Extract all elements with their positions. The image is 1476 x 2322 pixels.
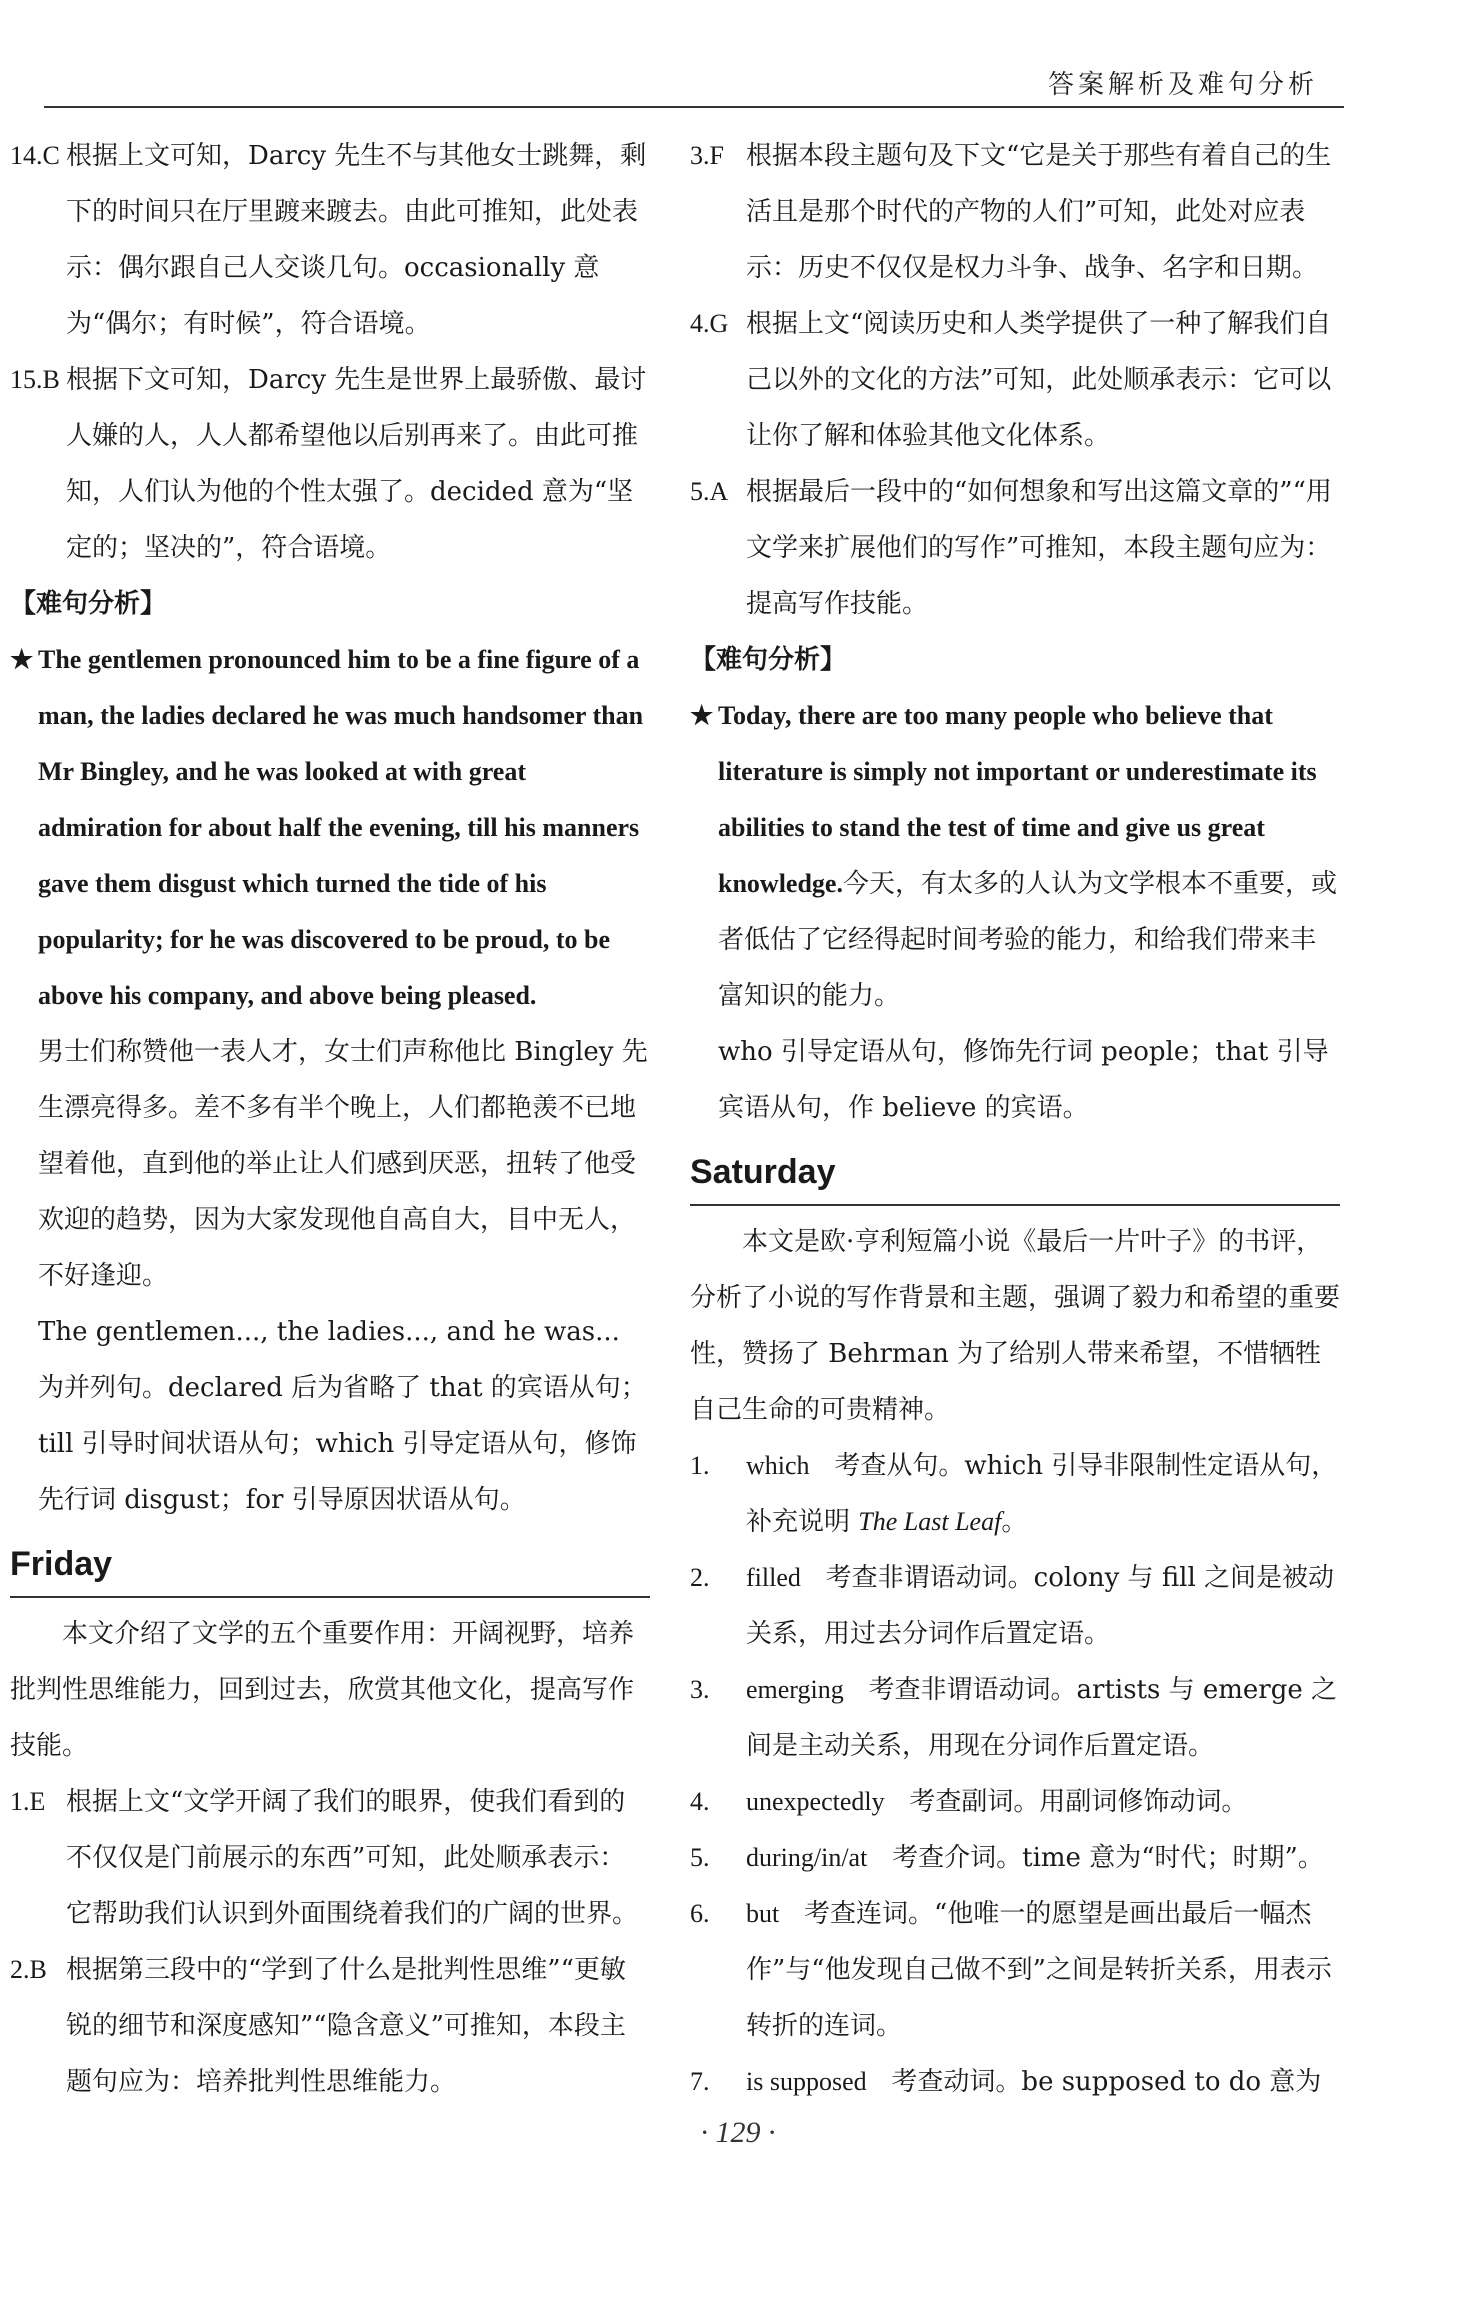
answer-explanation: 根据本段主题句及下文“它是关于那些有着自己的生活且是那个时代的产物的人们”可知，此处对应表示：历史不仅仅是权力斗争、战争、名字和日期。 [746,141,1332,283]
answer-number: 1.E [10,1787,46,1816]
running-header: 答案解析及难句分析 [1047,70,1318,100]
star-icon: ★ [10,645,34,675]
section-title-saturday: Saturday [690,1142,1340,1206]
sentence-analysis: who 引导定语从句，修饰先行词 people；that 引导宾语从句，作 believe 的宾语。 [718,1037,1329,1123]
answer-explanation: 根据上文可知，Darcy 先生不与其他女士跳舞，剩下的时间只在厅里踱来踱去。由此可推知，此处表示：偶尔跟自己人交谈几句。occasionally 意为“偶尔；有时候”，符合语境。 [66,141,647,339]
answer-word: which [746,1451,810,1480]
sentence-translation: 今天，有太多的人认为文学根本不重要，或者低估了它经得起时间考验的能力，和给我们带来丰富知识的能力。 [718,869,1337,1011]
answer-item-s5 [690,1830,1340,1886]
answer-explanation: 考查从句。which 引导非限制性定语从句，补充说明 [746,1451,1338,1537]
answer-number: 3.F [690,141,724,170]
answer-explanation: 考查连词。“他唯一的愿望是画出最后一幅杰作”与“他发现自己做不到”之间是转折关系，用表示转折的连词。 [746,1899,1332,2041]
answer-item-f3 [690,128,1340,296]
answer-explanation: 根据下文可知，Darcy 先生是世界上最骄傲、最讨人嫌的人，人人都希望他以后别再来了。由此可推知，人们认为他的个性太强了。decided 意为“坚定的；坚决的”，符合语境。 [66,365,647,563]
answer-number: 5.A [690,477,729,506]
difficult-sentence [690,688,1340,1136]
sentence-analysis: The gentlemen..., the ladies..., and he was... 为并列句。declared 后为省略了 that 的宾语从句；till 引导时间状语从句；which 引导定语从句，修饰先行词 disgust；for 引导原因状语从句。 [38,1317,647,1515]
sentence-block [718,688,1340,1024]
answer-explanation: 考查副词。用副词修饰动词。 [909,1787,1248,1817]
answer-explanation: 考查介词。time 意为“时代；时期”。 [892,1843,1324,1873]
answer-explanation: 考查动词。be supposed to do 意为 [891,2067,1322,2097]
left-column [10,128,650,2110]
difficult-sentence-heading: 【难句分析】 [10,589,167,619]
answer-explanation: 根据上文“文学开阔了我们的眼界，使我们看到的不仅仅是门前展示的东西”可知，此处顺承表示：它帮助我们认识到外面围绕着我们的广阔的世界。 [66,1787,639,1929]
answer-item-s3 [690,1662,1340,1774]
answer-item-f1 [10,1774,650,1942]
star-icon: ★ [690,701,714,731]
answer-number: 15.B [10,365,60,394]
answer-item-s6 [690,1886,1340,2054]
answer-word: filled [746,1563,801,1592]
sentence-translation: 男士们称赞他一表人才，女士们声称他比 Bingley 先生漂亮得多。差不多有半个晚上，人们都艳羡不已地望着他，直到他的举止让人们感到厌恶，扭转了他受欢迎的趋势，因为大家发现他自高自大，目中无人，不好逢迎。 [38,1037,648,1291]
answer-number: 1. [690,1451,710,1480]
answer-number: 4.G [690,309,729,338]
answer-word: is supposed [746,2067,867,2096]
answer-number: 6. [690,1899,710,1928]
difficult-sentence [10,632,650,1528]
header-rule [44,106,1344,108]
answer-item-s1 [690,1438,1340,1550]
answer-item-f4 [690,296,1340,464]
answer-number: 7. [690,2067,710,2096]
answer-explanation: 根据上文“阅读历史和人类学提供了一种了解我们自己以外的文化的方法”可知，此处顺承表示：它可以让你了解和体验其他文化体系。 [746,309,1332,451]
answer-item-s4 [690,1774,1340,1830]
answer-explanation: 考查非谓语动词。artists 与 emerge 之间是主动关系，用现在分词作后置定语。 [746,1675,1338,1761]
section-intro: 本文是欧·亨利短篇小说《最后一片叶子》的书评，分析了小说的写作背景和主题，强调了毅力和希望的重要性，赞扬了 Behrman 为了给别人带来希望，不惜牺牲自己生命的可贵精神。 [690,1227,1341,1425]
right-column [690,128,1340,2110]
answer-item-14 [10,128,650,352]
answer-word: emerging [746,1675,844,1704]
answer-item-f5 [690,464,1340,632]
answer-number: 14.C [10,141,60,170]
difficult-sentence-heading: 【难句分析】 [690,645,847,675]
answer-explanation: 根据最后一段中的“如何想象和写出这篇文章的”“用文学来扩展他们的写作”可推知，本段主题句应为：提高写作技能。 [746,477,1332,619]
answer-number: 3. [690,1675,710,1704]
page-number: · 129 · [700,2116,776,2149]
answer-item-15 [10,352,650,576]
sentence-english: The gentlemen pronounced him to be a fine figure of a man, the ladies declared he was much handsomer than Mr Bingley, and he was looked at with great admiration for about half the evening, till his manners gave them disgust which turned the tide of his popularity; for he was discovered to be proud, to be above his company, and above being pleased. [38,645,644,1010]
answer-item-s2 [690,1550,1340,1662]
answer-explanation: 根据第三段中的“学到了什么是批判性思维”“更敏锐的细节和深度感知”“隐含意义”可推知，本段主题句应为：培养批判性思维能力。 [66,1955,626,2097]
answer-word: unexpectedly [746,1787,885,1816]
answer-word: but [746,1899,780,1928]
answer-item-s7 [690,2054,1340,2110]
sentence-english: Today, there are too many people who believe that literature is simply not important or underestimate its abilities to stand the test of time and give us great knowledge. [718,701,1317,898]
section-title-friday: Friday [10,1534,650,1598]
answer-number: 5. [690,1843,710,1872]
answer-number: 2. [690,1563,710,1592]
answer-number: 2.B [10,1955,47,1984]
section-intro: 本文介绍了文学的五个重要作用：开阔视野，培养批判性思维能力，回到过去，欣赏其他文化，提高写作技能。 [10,1619,635,1761]
answer-explanation: 考查非谓语动词。colony 与 fill 之间是被动关系，用过去分词作后置定语。 [746,1563,1335,1649]
answer-number: 4. [690,1787,710,1816]
punctuation: 。 [1001,1507,1028,1537]
book-title: The Last Leaf [858,1507,1002,1536]
answer-item-f2 [10,1942,650,2110]
answer-word: during/in/at [746,1843,868,1872]
